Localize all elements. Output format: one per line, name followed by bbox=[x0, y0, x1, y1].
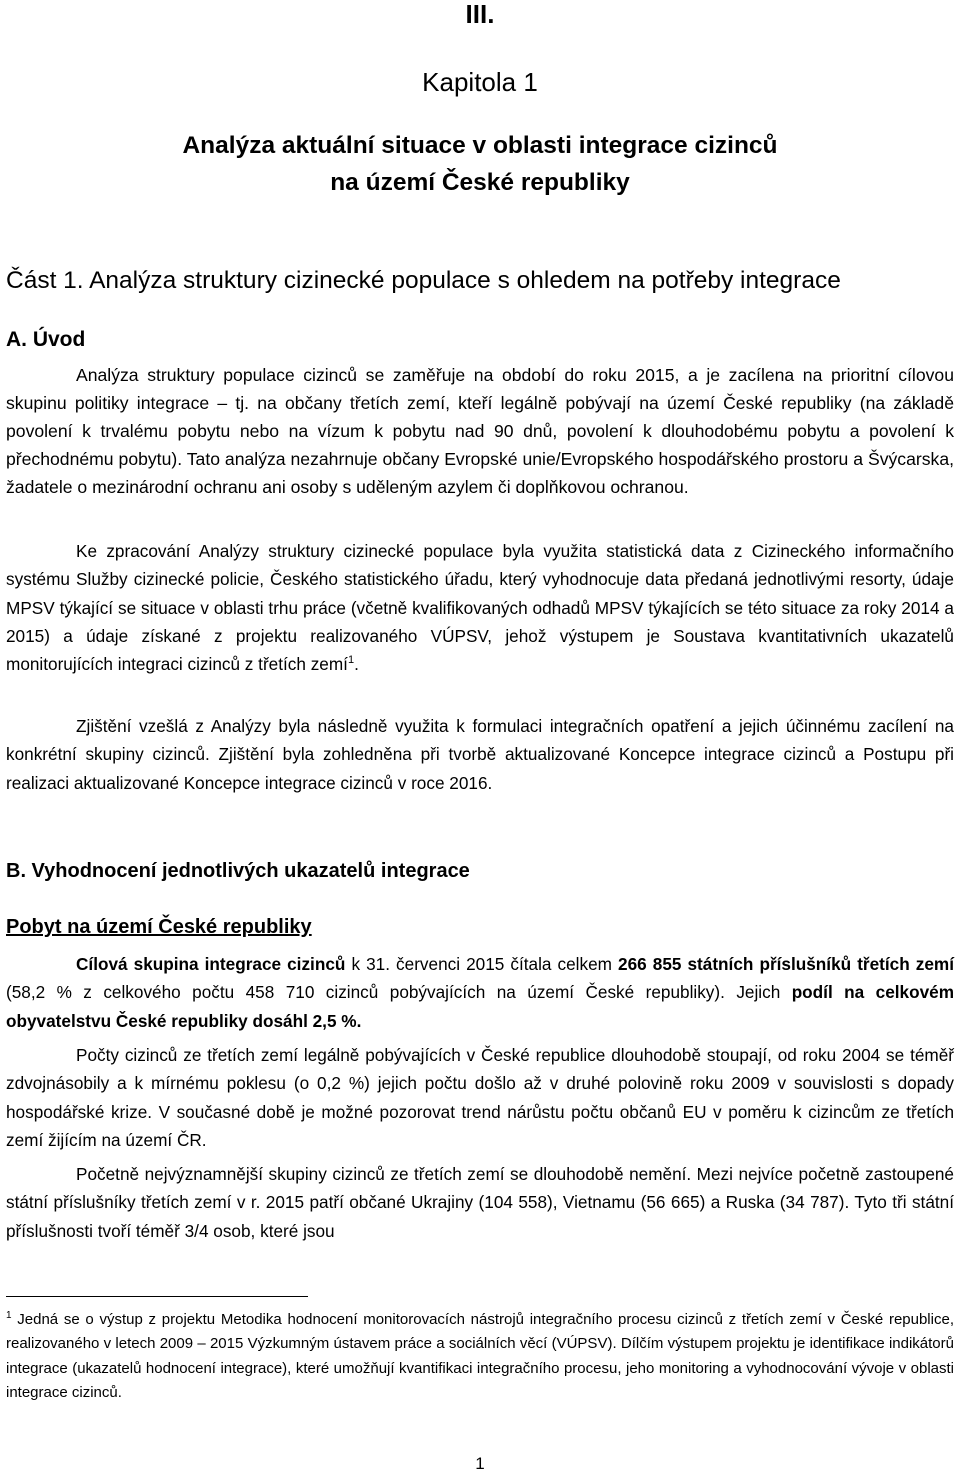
footnote-separator bbox=[6, 1296, 308, 1297]
paragraph-text: k 31. červenci 2015 čítala celkem bbox=[345, 954, 619, 974]
chapter-title-line-1: Analýza aktuální situace v oblasti integrace cizinců bbox=[182, 132, 778, 159]
paragraph-text: Ke zpracování Analýzy struktury cizinecké populace byla využita statistická data z Cizineckého informačního systému Služby cizinecké policie, Českého statistického úřadu, který vyhodnocuje data předaná jednotlivými resorty, údaje MPSV týkající se situace v oblasti trhu práce (včetně kvalifikovaných odhadů MPSV týkajících se této situace za roky 2014 a 2015) a údaje získané z projektu realizovaného VÚPSV, jehož výstupem je Soustava kvantitativních ukazatelů monitorujících integraci cizinců z třetích zemí bbox=[6, 541, 954, 675]
footnote-text: Jedná se o výstup z projektu Metodika hodnocení monitorovacích nástrojů integračního procesu cizinců z třetích zemí v České republice, realizovaného v letech 2009 – 2015 Výzkumným ústavem práce a sociálních věcí (VÚPSV). Dílčím výstupem projektu je identifikace indikátorů integrace (ukazatelů hodnocení integrace), které umožňují kvantifikaci integračního procesu, jeho monitoring a vyhodnocování vývoje v oblasti integrace cizinců. bbox=[6, 1311, 954, 1402]
bold-population-share: podíl na celkovém obyvatelstvu České republiky dosáhl 2,5 %. bbox=[6, 982, 954, 1031]
page-number: 1 bbox=[475, 1454, 485, 1473]
subsection-heading: Pobyt na území České republiky bbox=[6, 916, 312, 938]
section-b-heading: B. Vyhodnocení jednotlivých ukazatelů integrace bbox=[6, 860, 470, 882]
part-heading: Část 1. Analýza struktury cizinecké populace s ohledem na potřeby integrace bbox=[6, 267, 841, 294]
chapter-label: Kapitola 1 bbox=[422, 67, 538, 97]
chapter-title bbox=[0, 127, 960, 201]
paragraph-text: (58,2 % z celkového počtu 458 710 cizinců pobývajících na území České republiky). Jejich bbox=[6, 982, 792, 1003]
footnote bbox=[6, 1308, 954, 1406]
footnote-marker: 1 bbox=[6, 1310, 12, 1321]
section-a-heading: A. Úvod bbox=[6, 328, 86, 351]
section-b-paragraph-1 bbox=[6, 950, 954, 1035]
paragraph-end: . bbox=[354, 654, 359, 675]
bold-citizens-count: 266 855 státních příslušníků třetích zemí bbox=[618, 954, 954, 974]
bold-target-group: Cílová skupina integrace cizinců bbox=[76, 954, 346, 974]
section-b-paragraph-2: Počty cizinců ze třetích zemí legálně pobývajících v České republice dlouhodobě stoupají, od roku 2004 se téměř zdvojnásobily a k mírnému poklesu (o 0,2 %) jejich počtu došlo až v druhé polovině roku 2009 v souvislosti s dopady hospodářské krize. V současné době je možné pozorovat trend nárůstu počtu občanů EU v poměru k cizincům ze třetích zemí žijícím na území ČR. bbox=[6, 1045, 954, 1150]
roman-numeral-heading: III. bbox=[465, 0, 495, 29]
chapter-title-line-2: na území České republiky bbox=[330, 169, 630, 196]
section-a-paragraph-3: Zjištění vzešlá z Analýzy byla následně využita k formulaci integračních opatření a jejich účinnému zacílení na konkrétní skupiny cizinců. Zjištění byla zohledněna při tvorbě aktualizované Koncepce integrace cizinců a Postupu při realizaci aktualizované Koncepce integrace cizinců v roce 2016. bbox=[6, 716, 954, 793]
section-a-paragraph-2 bbox=[6, 537, 954, 678]
section-a-paragraph-1: Analýza struktury populace cizinců se zaměřuje na období do roku 2015, a je zacílena na prioritní cílovou skupinu politiky integrace – tj. na občany třetích zemí, kteří legálně pobývají na území České republiky (na základě povolení k trvalému pobytu nebo na vízum k pobytu nad 90 dnů, povolení k dlouhodobému pobytu a povolení k přechodnému pobytu). Tato analýza nezahrnuje občany Evropské unie/Evropského hospodářského prostoru a Švýcarska, žadatele o mezinárodní ochranu ani osoby s uděleným azylem či doplňkovou ochranou. bbox=[6, 365, 954, 497]
footnote-reference: 1 bbox=[347, 654, 355, 667]
section-b-paragraph-3: Početně nejvýznamnější skupiny cizinců ze třetích zemí se dlouhodobě nemění. Mezi nejvíce početně zastoupené státní příslušníky třetích zemí v r. 2015 patří občané Ukrajiny (104 558), Vietnamu (56 665) a Ruska (34 787). Tyto tři státní příslušnosti tvoří téměř 3/4 osob, které jsou bbox=[6, 1164, 954, 1241]
